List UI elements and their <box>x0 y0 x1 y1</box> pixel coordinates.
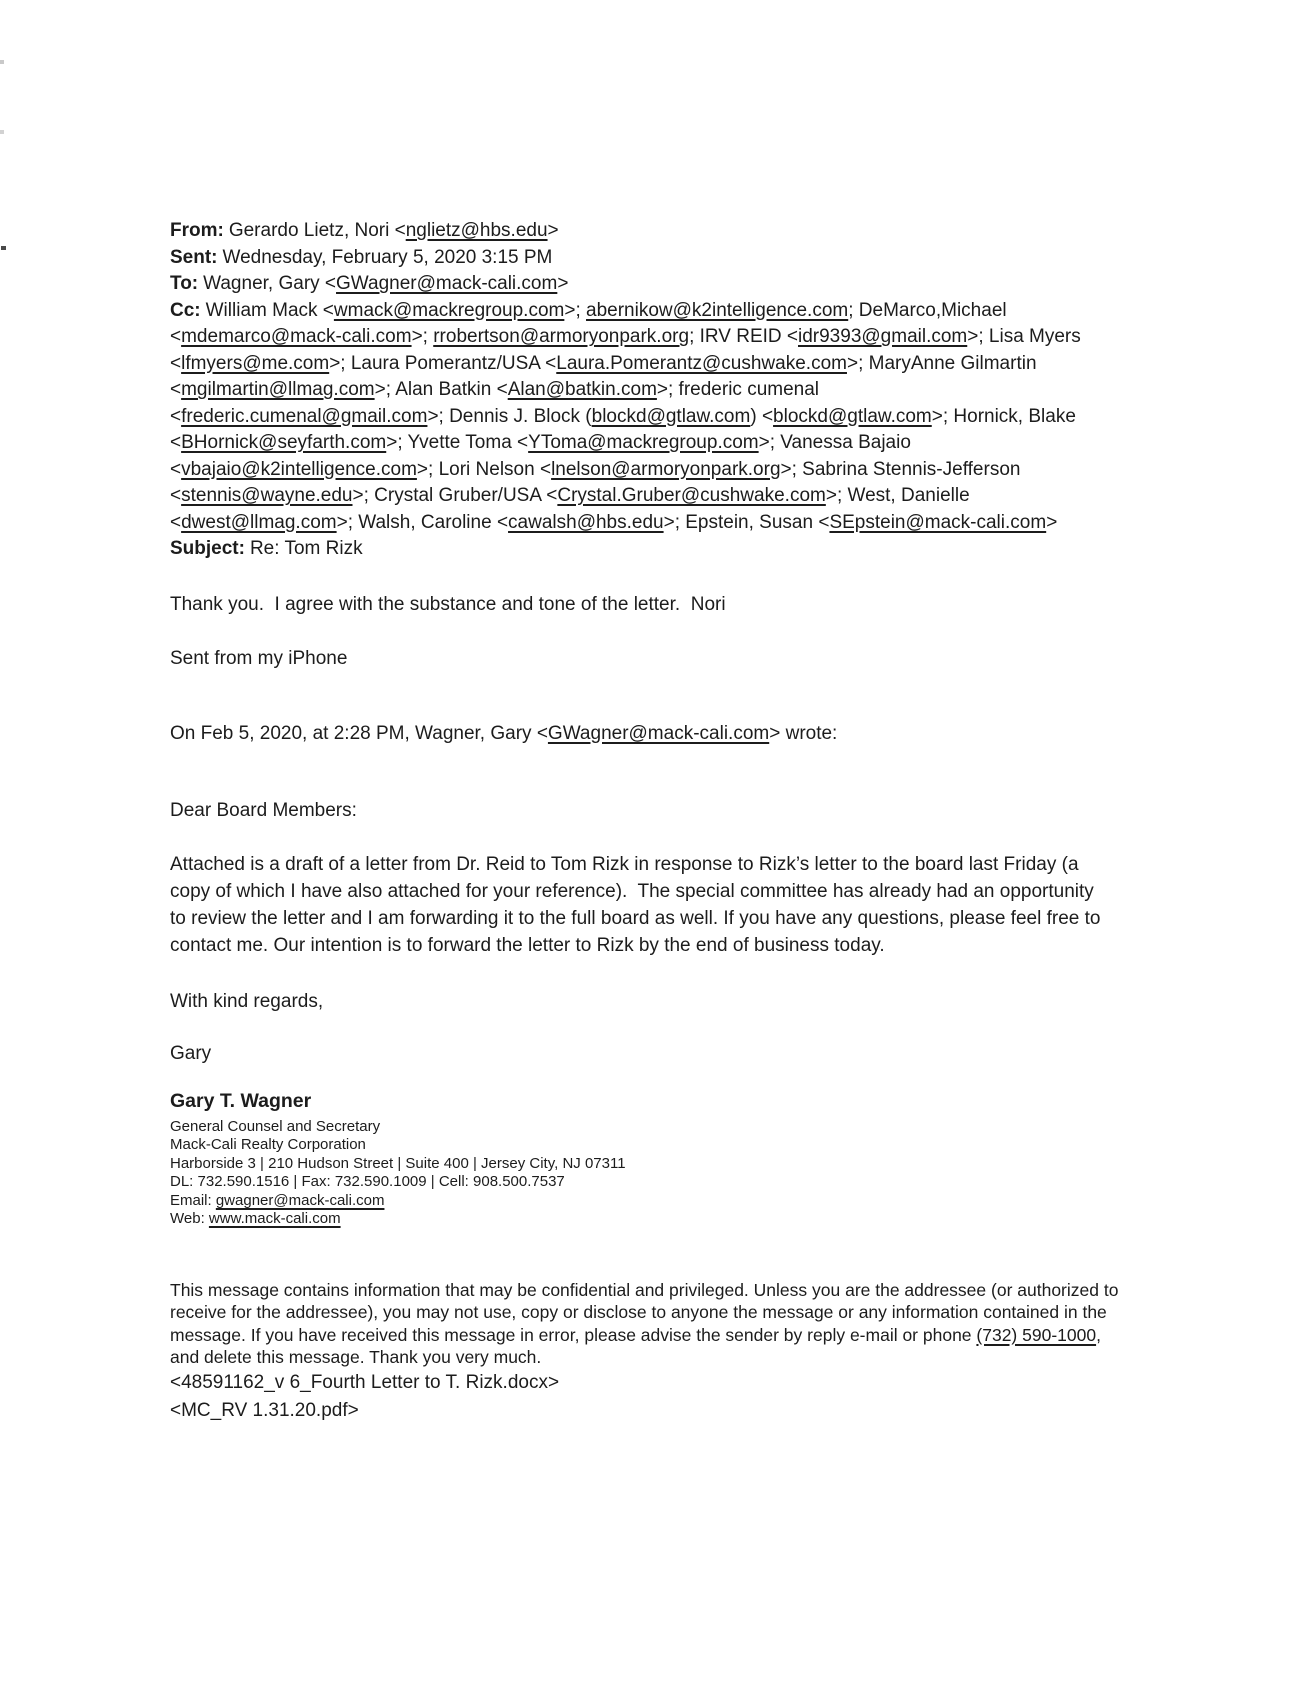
link[interactable]: Crystal.Gruber@cushwake.com <box>557 485 826 506</box>
text-run: ; DeMarco,Michael < <box>170 299 1012 347</box>
signature-name: Gary T. Wagner <box>170 1089 312 1112</box>
text-run: Web: <box>170 1210 209 1228</box>
subject-value <box>250 538 363 559</box>
link[interactable]: cawalsh@hbs.edu <box>508 511 664 533</box>
text-run: , and delete this message. Thank you very much. <box>170 1324 1106 1368</box>
link[interactable]: rrobertson@armoryonpark.org <box>433 326 690 347</box>
text-run: >; Alan Batkin < <box>374 379 508 400</box>
text-run: William Mack < <box>205 299 334 321</box>
attachment-file-docx[interactable]: <48591162_v 6_Fourth Letter to T. Rizk.docx> <box>170 1371 560 1393</box>
signature-address: Harborside 3 | 210 Hudson Street | Suite 400 | Jersey City, NJ 07311 <box>170 1154 626 1172</box>
header-field-from <box>170 218 1090 245</box>
header-field-to <box>170 271 1090 298</box>
text-run: >; Lisa Myers < <box>170 326 1087 374</box>
message-paragraph: Attached is a draft of a letter from Dr. Reid to Tom Rizk in response to Rizk’s letter to the board last Friday (a copy of which I have also attached for your reference). The special committee has already had an opportunity to review the letter and I am forwarding it to the full board as well. If you have any questions, please feel free to contact me. Our intention is to forward the letter to Rizk by the end of business today. <box>170 853 1106 956</box>
email-content <box>170 218 1124 1424</box>
header-field-sent <box>170 245 1090 272</box>
link[interactable]: blockd@gtlaw.com <box>773 405 932 427</box>
signature-title: General Counsel and Secretary <box>170 1117 381 1135</box>
scan-artifact <box>0 60 4 64</box>
header-field-cc <box>170 298 1090 537</box>
attachment-file-pdf[interactable]: <MC_RV 1.31.20.pdf> <box>170 1399 359 1421</box>
link[interactable]: vbajaio@k2intelligence.com <box>181 458 417 480</box>
text-run: ; IRV REID < <box>689 326 798 347</box>
signature-phones: DL: 732.590.1516 | Fax: 732.590.1009 | Cell: 908.500.7537 <box>170 1173 565 1191</box>
text-run: Wednesday, February 5, 2020 3:15 PM <box>222 246 553 268</box>
text-run: > <box>1046 511 1058 533</box>
text-run: Email: <box>170 1191 216 1209</box>
link[interactable]: Laura.Pomerantz@cushwake.com <box>556 352 847 374</box>
link[interactable]: gwagner@mack-cali.com <box>215 1191 385 1209</box>
sent-label: Sent: <box>170 246 218 268</box>
signature-web <box>170 1210 1090 1229</box>
text-run: > <box>547 220 559 241</box>
text-run: >; Vanessa Bajaio < <box>170 432 917 480</box>
link[interactable]: SEpstein@mack-cali.com <box>829 511 1047 533</box>
text-run: > wrote: <box>769 722 838 744</box>
sent-from-device: Sent from my iPhone <box>170 648 348 669</box>
link[interactable]: idr9393@gmail.com <box>798 326 968 347</box>
confidentiality-disclaimer <box>170 1279 1124 1369</box>
closing-line: With kind regards, <box>170 990 324 1012</box>
scan-artifact <box>1 246 6 250</box>
link[interactable]: www.mack-cali.com <box>208 1210 341 1228</box>
text-run: >; Crystal Gruber/USA < <box>352 485 558 506</box>
link[interactable]: GWagner@mack-cali.com <box>336 273 558 294</box>
text-run: >; West, Danielle < <box>170 485 975 533</box>
text-run: On Feb 5, 2020, at 2:28 PM, Wagner, Gary < <box>170 722 548 744</box>
sent-value <box>223 247 553 268</box>
signature-company: Mack-Cali Realty Corporation <box>170 1136 366 1154</box>
text-run: >; Laura Pomerantz/USA < <box>329 352 557 374</box>
text-run: >; Sabrina Stennis-Jefferson < <box>170 458 1026 506</box>
link[interactable]: blockd@gtlaw.com <box>591 405 751 427</box>
cc-value <box>170 300 1086 533</box>
link[interactable]: lfmyers@me.com <box>181 352 330 374</box>
quoted-message-header <box>170 721 1090 748</box>
text-run: >; Lori Nelson < <box>416 458 552 480</box>
subject-label: Subject: <box>170 538 245 559</box>
text-run: Wagner, Gary < <box>203 273 337 294</box>
text-run: ) < <box>750 405 774 427</box>
from-value <box>229 220 559 241</box>
scan-artifact <box>0 130 4 134</box>
link[interactable]: dwest@llmag.com <box>181 511 337 533</box>
link[interactable]: wmack@mackregroup.com <box>333 299 565 321</box>
header-field-subject <box>170 536 1090 563</box>
to-label: To: <box>170 273 199 294</box>
text-run: >; Yvette Toma < <box>386 432 529 453</box>
text-run: >; <box>564 299 587 321</box>
to-value <box>203 273 568 294</box>
link[interactable]: frederic.cumenal@gmail.com <box>181 405 428 427</box>
from-label: From: <box>170 220 224 241</box>
text-run: >; <box>411 326 434 347</box>
text-run: >; MaryAnne Gilmartin < <box>170 352 1042 400</box>
link[interactable]: BHornick@seyfarth.com <box>181 432 387 453</box>
cc-label: Cc: <box>170 299 201 321</box>
link[interactable]: GWagner@mack-cali.com <box>547 722 770 744</box>
link[interactable]: nglietz@hbs.edu <box>405 220 548 241</box>
text-run: Gerardo Lietz, Nori < <box>228 220 406 241</box>
text-run: This message contains information that may be confidential and privileged. Unless you are the addressee (or authorized to receive for the addressee), you may not use, copy or disclose to anyone the message or any information contained in the message. If you have received this message in error, please advise the sender by reply e-mail or phone <box>170 1280 1124 1345</box>
text-run: > <box>557 273 569 294</box>
text-run: >; Hornick, Blake < <box>170 405 1082 453</box>
link[interactable]: lnelson@armoryonpark.org <box>551 458 781 480</box>
link[interactable]: mgilmartin@llmag.com <box>181 379 375 400</box>
link[interactable]: (732) 590-1000 <box>976 1324 1097 1345</box>
link[interactable]: YToma@mackregroup.com <box>528 432 759 453</box>
text-run: >; Dennis J. Block ( <box>427 405 592 427</box>
link[interactable]: Alan@batkin.com <box>507 379 657 400</box>
text-run: >; frederic cumenal < <box>170 379 825 427</box>
signature-email <box>170 1192 1090 1211</box>
signoff-name: Gary <box>170 1043 212 1064</box>
link[interactable]: stennis@wayne.edu <box>181 485 353 506</box>
text-run: >; Epstein, Susan < <box>663 511 830 533</box>
reply-text: Thank you. I agree with the substance and tone of the letter. Nori <box>170 593 726 615</box>
link[interactable]: mdemarco@mack-cali.com <box>181 326 412 347</box>
link[interactable]: abernikow@k2intelligence.com <box>586 299 849 321</box>
text-run: Re: Tom Rizk <box>249 538 363 559</box>
text-run: >; Walsh, Caroline < <box>336 511 509 533</box>
salutation: Dear Board Members: <box>170 800 357 821</box>
